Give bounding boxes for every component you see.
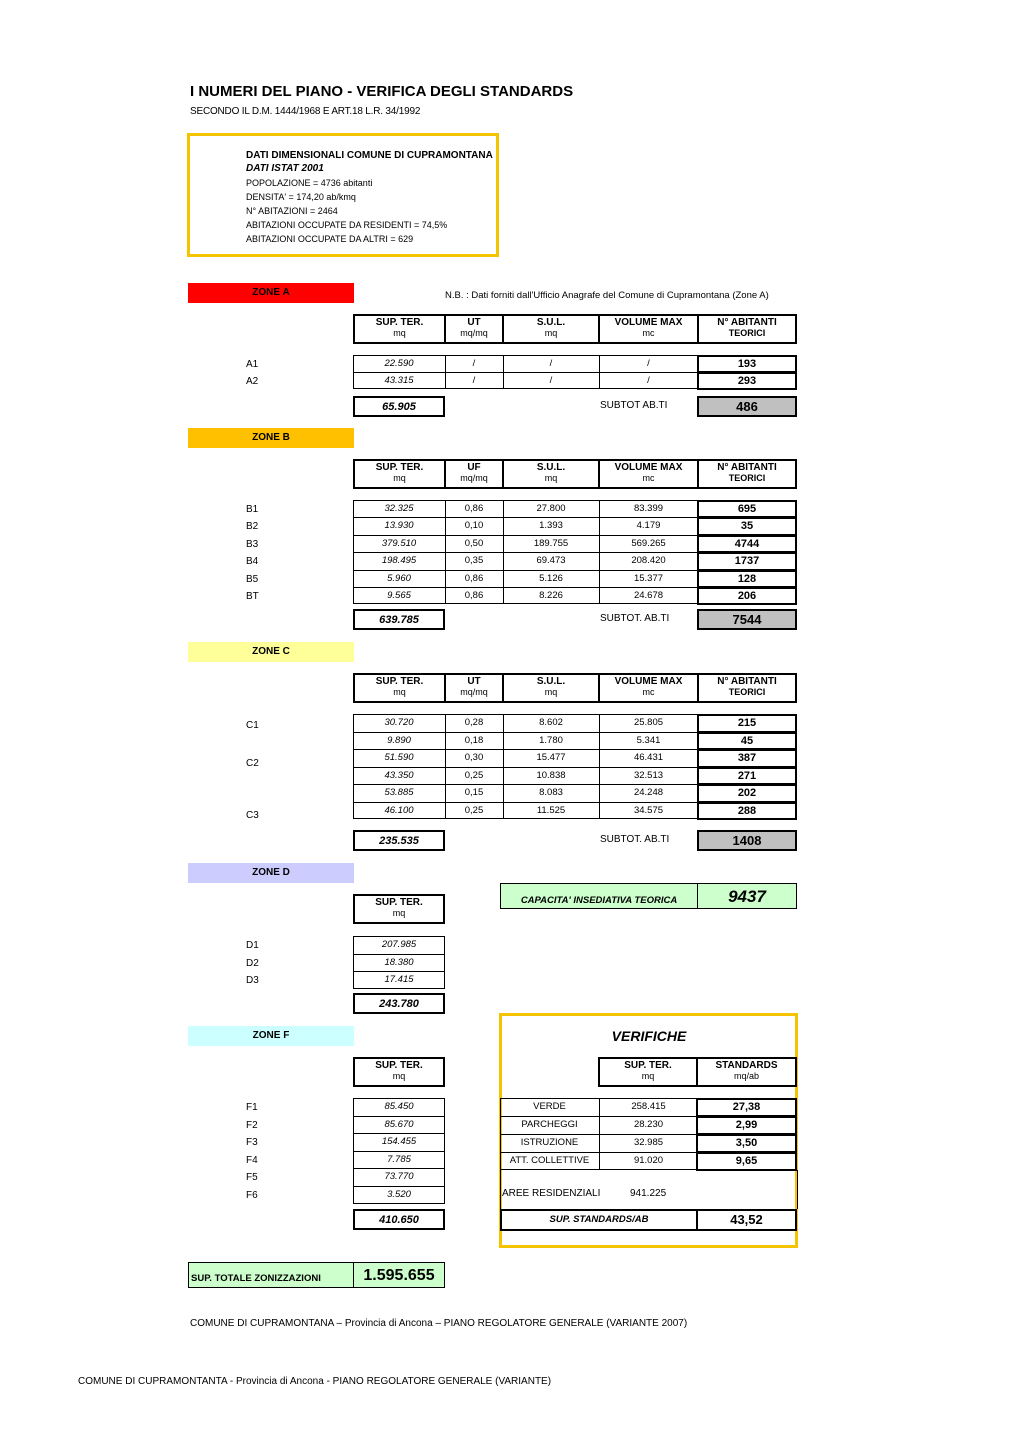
header-abitanti-unit: TEORICI <box>728 687 766 697</box>
vol-value: 5.341 <box>636 734 661 746</box>
header-sup-unit: mq <box>393 328 406 338</box>
row-separator <box>353 1151 445 1152</box>
header-sup-title: SUP. TER. <box>375 676 424 687</box>
row-separator <box>353 971 445 972</box>
ut-value: 0,25 <box>464 769 484 781</box>
vol-value: 208.420 <box>631 555 666 567</box>
zone-b-subtot-label: SUBTOT. AB.TI <box>600 613 670 624</box>
sul-value: 10.838 <box>536 769 566 781</box>
header-vol-unit: mc <box>642 687 655 697</box>
header-vol-title: VOLUME MAX <box>614 317 683 328</box>
row-label: F1 <box>246 1102 258 1113</box>
zone-c-total: 235.535 <box>353 830 445 851</box>
header-ut-title: UT <box>467 317 481 328</box>
sul-value: 8.083 <box>539 787 563 798</box>
row-label: B2 <box>246 521 259 533</box>
header-vol-title: VOLUME MAX <box>614 462 683 473</box>
row-label: B3 <box>246 538 259 550</box>
row-label: F4 <box>246 1154 258 1166</box>
verifiche-title: VERIFICHE <box>611 1028 687 1044</box>
header-sul-title: S.U.L. <box>536 462 566 473</box>
row-label: C2 <box>246 758 259 769</box>
capacita-value: 9437 <box>697 883 797 909</box>
row-label: B1 <box>246 504 259 515</box>
abitanti-value: 193 <box>697 355 797 373</box>
sup-value: 85.450 <box>384 1101 414 1112</box>
sul-value: 69.473 <box>536 555 566 567</box>
verifiche-h-std: STANDARDS <box>715 1060 778 1071</box>
verifica-standard: 27,38 <box>696 1098 797 1117</box>
row-separator <box>353 802 698 803</box>
row-separator <box>353 570 698 571</box>
header-ut-title: UF <box>467 462 481 473</box>
verifica-sup: 91.020 <box>633 1155 664 1166</box>
istat-line: POPOLAZIONE = 4736 abitanti <box>246 178 373 188</box>
vol-value: 569.265 <box>631 537 666 549</box>
vol-value: 24.678 <box>633 590 664 601</box>
sul-value: 8.602 <box>539 717 563 728</box>
header-vol <box>599 673 699 703</box>
istat-line: DENSITA' = 174,20 ab/kmq <box>246 192 356 202</box>
istat-subheading: DATI ISTAT 2001 <box>246 163 324 174</box>
zone-f-header-sup: SUP. TER. <box>375 1060 423 1071</box>
vol-value: / <box>647 375 650 386</box>
istat-box <box>187 133 499 257</box>
verifica-standard: 3,50 <box>696 1134 797 1153</box>
abitanti-value: 45 <box>697 732 797 751</box>
header-sul <box>503 314 600 344</box>
sup-value: 43.315 <box>384 375 414 386</box>
zone-a-label: ZONE A <box>188 283 354 303</box>
vol-value: 32.513 <box>633 769 664 781</box>
vol-value: / <box>647 358 650 369</box>
verifica-standard: 2,99 <box>696 1116 797 1135</box>
ut-value: / <box>472 375 476 386</box>
row-label: F6 <box>246 1190 258 1201</box>
header-sup <box>353 673 446 703</box>
zone-a-total: 65.905 <box>353 396 445 417</box>
row-label: BT <box>246 591 259 602</box>
zone-f-header-mq: mq <box>392 1071 406 1081</box>
header-abitanti-title: N° ABITANTI <box>717 317 777 328</box>
abitanti-value: 4744 <box>697 535 797 553</box>
vol-value: 4.179 <box>636 520 661 532</box>
totale-value: 1.595.655 <box>353 1262 445 1288</box>
row-separator <box>353 1133 445 1134</box>
sup-value: 9.890 <box>387 734 411 746</box>
istat-line: ABITAZIONI OCCUPATE DA ALTRI = 629 <box>246 234 414 244</box>
row-label: A1 <box>246 359 259 370</box>
zone-b-subtot-value: 7544 <box>697 609 797 630</box>
header-abitanti-title: N° ABITANTI <box>717 462 777 473</box>
sup-value: 46.100 <box>384 804 414 816</box>
sup-value: 5.960 <box>387 572 411 584</box>
header-ut-unit: mq/mq <box>460 328 488 338</box>
vol-value: 34.575 <box>633 804 664 816</box>
row-label: C1 <box>246 720 259 731</box>
verifica-sup: 28.230 <box>633 1119 664 1130</box>
abitanti-value: 35 <box>697 517 797 535</box>
footer-main: COMUNE DI CUPRAMONTANA – Provincia di Ancona – PIANO REGOLATORE GENERALE (VARIANTE 2007) <box>190 1318 688 1329</box>
sul-value: 27.800 <box>536 503 566 514</box>
sup-value: 3.520 <box>387 1189 411 1200</box>
zone-d-label: ZONE D <box>188 863 354 883</box>
totale-label: SUP. TOTALE ZONIZZAZIONI <box>188 1262 354 1288</box>
header-ut <box>445 673 504 703</box>
verifica-standard: 9,65 <box>696 1152 797 1171</box>
zone-c-subtot-label: SUBTOT. AB.TI <box>600 834 670 845</box>
verifiche-h-mqab: mq/ab <box>733 1071 759 1081</box>
abitanti-value: 293 <box>697 372 797 390</box>
ut-value: 0,86 <box>464 572 484 584</box>
row-separator <box>353 1186 445 1187</box>
abitanti-value: 202 <box>697 784 797 803</box>
row-separator <box>353 535 698 536</box>
header-sul <box>503 673 600 703</box>
zone-b-total: 639.785 <box>353 609 445 630</box>
zone-f-label: ZONE F <box>188 1026 354 1046</box>
header-abitanti <box>698 673 797 703</box>
zone-d-header <box>353 894 445 924</box>
row-separator <box>353 732 698 733</box>
sup-value: 13.930 <box>384 520 414 532</box>
header-vol <box>599 314 699 344</box>
verifiche-h-sup: SUP. TER. <box>624 1060 672 1071</box>
row-separator <box>353 372 698 373</box>
ut-value: 0,35 <box>464 555 484 567</box>
sul-value: 1.393 <box>539 520 563 532</box>
zone-c-subtot-value: 1408 <box>697 830 797 851</box>
ut-value: 0,28 <box>464 717 484 728</box>
header-sul-unit: mq <box>544 328 558 338</box>
zone-a-subtot-label: SUBTOT AB.TI <box>600 400 668 411</box>
zone-d-header-mq: mq <box>392 908 406 918</box>
std-per-ab-value: 43,52 <box>696 1209 797 1231</box>
row-label: A2 <box>246 376 259 387</box>
header-ut-unit: mq/mq <box>460 473 488 483</box>
row-separator <box>353 1168 445 1169</box>
sup-value: 18.380 <box>384 956 414 968</box>
row-label: F5 <box>246 1172 258 1184</box>
header-sul <box>503 459 600 489</box>
abitanti-value: 695 <box>697 500 797 518</box>
row-label: D1 <box>246 940 259 951</box>
verifica-sup: 258.415 <box>631 1101 666 1112</box>
sup-value: 51.590 <box>384 752 414 763</box>
sup-value: 85.670 <box>384 1118 414 1130</box>
footer-page: COMUNE DI CUPRAMONTANTA - Provincia di Ancona - PIANO REGOLATORE GENERALE (VARIANTE) <box>78 1376 552 1387</box>
capacita-label: CAPACITA' INSEDIATIVA TEORICA <box>500 883 698 909</box>
verifiche-header-sup <box>598 1057 698 1087</box>
aree-residenziali-label: AREE RESIDENZIALI <box>502 1188 601 1199</box>
header-ut-unit: mq/mq <box>460 687 488 697</box>
sup-value: 379.510 <box>381 537 417 549</box>
abitanti-value: 215 <box>697 714 797 733</box>
abitanti-value: 1737 <box>697 552 797 570</box>
header-vol-title: VOLUME MAX <box>614 676 683 687</box>
header-abitanti <box>698 459 797 489</box>
sup-value: 7.785 <box>387 1153 411 1165</box>
sup-value: 22.590 <box>384 358 414 369</box>
aree-residenziali-value: 941.225 <box>630 1188 667 1199</box>
page-title: I NUMERI DEL PIANO - VERIFICA DEGLI STANDARDS <box>190 83 574 100</box>
zone-d-header-sup: SUP. TER. <box>375 897 423 908</box>
zone-f-header <box>353 1057 445 1087</box>
header-sup-title: SUP. TER. <box>375 317 424 328</box>
ut-value: 0,25 <box>464 804 484 816</box>
row-label: D3 <box>246 975 259 986</box>
ut-value: 0,18 <box>464 734 484 746</box>
sul-value: 5.126 <box>539 572 563 584</box>
header-sul-unit: mq <box>544 473 558 483</box>
ut-value: 0,30 <box>464 752 484 763</box>
sup-value: 154.455 <box>381 1136 417 1148</box>
abitanti-value: 271 <box>697 767 797 786</box>
zone-c-label: ZONE C <box>188 642 354 662</box>
row-label: C3 <box>246 810 259 821</box>
zone-a-subtot-value: 486 <box>697 396 797 417</box>
verifica-name: ATT. COLLETTIVE <box>509 1155 590 1166</box>
header-abitanti-unit: TEORICI <box>728 473 766 483</box>
vol-value: 25.805 <box>633 717 664 728</box>
sup-value: 43.350 <box>384 769 414 781</box>
row-label: B5 <box>246 573 259 585</box>
verifica-name: ISTRUZIONE <box>520 1137 579 1148</box>
header-abitanti <box>698 314 797 344</box>
header-ut <box>445 459 504 489</box>
sup-value: 30.720 <box>384 717 414 728</box>
header-sul-title: S.U.L. <box>536 676 566 687</box>
zone-f-total: 410.650 <box>353 1209 445 1230</box>
ut-value: 0,15 <box>464 787 484 798</box>
istat-line: ABITAZIONI OCCUPATE DA RESIDENTI = 74,5% <box>246 220 448 230</box>
row-separator <box>353 517 698 518</box>
header-sup-unit: mq <box>393 473 406 483</box>
zone-a-note: N.B. : Dati forniti dall'Ufficio Anagrafe del Comune di Cupramontana (Zone A) <box>445 290 769 301</box>
ut-value: 0,50 <box>464 537 484 549</box>
ut-value: 0,86 <box>464 590 484 601</box>
header-abitanti-unit: TEORICI <box>728 328 766 338</box>
sul-value: 189.755 <box>533 537 569 549</box>
sul-value: / <box>549 358 553 369</box>
istat-heading: DATI DIMENSIONALI COMUNE DI CUPRAMONTANA <box>246 150 493 161</box>
sup-value: 207.985 <box>381 939 417 950</box>
vol-value: 24.248 <box>633 787 664 798</box>
row-label: F3 <box>246 1137 258 1149</box>
abitanti-value: 206 <box>697 587 797 605</box>
verifiche-h-mq: mq <box>641 1071 655 1081</box>
sup-value: 17.415 <box>384 974 414 985</box>
row-separator <box>353 552 698 553</box>
sul-value: / <box>549 375 553 386</box>
sup-value: 73.770 <box>384 1171 414 1183</box>
header-abitanti-title: N° ABITANTI <box>717 676 777 687</box>
sup-value: 198.495 <box>381 555 417 567</box>
header-vol <box>599 459 699 489</box>
row-label: B4 <box>246 556 259 568</box>
verifica-name: VERDE <box>533 1101 566 1112</box>
zone-b-label: ZONE B <box>188 428 354 448</box>
abitanti-value: 128 <box>697 570 797 588</box>
verifica-name: PARCHEGGI <box>521 1119 578 1130</box>
header-sup-title: SUP. TER. <box>375 462 424 473</box>
header-sup-unit: mq <box>393 687 406 697</box>
header-sup <box>353 314 446 344</box>
sup-value: 9.565 <box>387 590 411 601</box>
page-subtitle: SECONDO IL D.M. 1444/1968 E ART.18 L.R. 34/1992 <box>190 106 421 117</box>
vol-value: 83.399 <box>633 503 664 514</box>
abitanti-value: 387 <box>697 749 797 768</box>
row-label: D2 <box>246 957 259 969</box>
vol-value: 46.431 <box>633 752 664 763</box>
abitanti-value: 288 <box>697 802 797 821</box>
row-separator <box>353 767 698 768</box>
header-sup <box>353 459 446 489</box>
ut-value: 0,10 <box>464 520 484 532</box>
sul-value: 8.226 <box>539 590 563 601</box>
row-label: F2 <box>246 1119 258 1131</box>
header-ut-title: UT <box>467 676 481 687</box>
row-separator <box>353 954 445 955</box>
sul-value: 1.780 <box>539 734 563 746</box>
vol-value: 15.377 <box>633 572 664 584</box>
header-ut <box>445 314 504 344</box>
header-vol-unit: mc <box>642 473 655 483</box>
header-vol-unit: mc <box>642 328 655 338</box>
std-per-ab-label: SUP. STANDARDS/AB <box>500 1209 698 1231</box>
ut-value: 0,86 <box>464 503 484 514</box>
verifiche-header-std <box>696 1057 797 1087</box>
sul-value: 11.525 <box>536 804 566 816</box>
sul-value: 15.477 <box>536 752 566 763</box>
row-separator <box>353 1116 445 1117</box>
verifica-sup: 32.985 <box>633 1137 664 1148</box>
row-separator <box>353 784 698 785</box>
zone-d-total: 243.780 <box>353 993 445 1014</box>
sup-value: 32.325 <box>384 503 414 514</box>
header-sul-unit: mq <box>544 687 558 697</box>
ut-value: / <box>472 358 476 369</box>
sup-value: 53.885 <box>384 787 414 798</box>
row-separator <box>353 587 698 588</box>
header-sul-title: S.U.L. <box>536 317 566 328</box>
row-separator <box>353 749 698 750</box>
istat-line: N° ABITAZIONI = 2464 <box>246 206 338 216</box>
